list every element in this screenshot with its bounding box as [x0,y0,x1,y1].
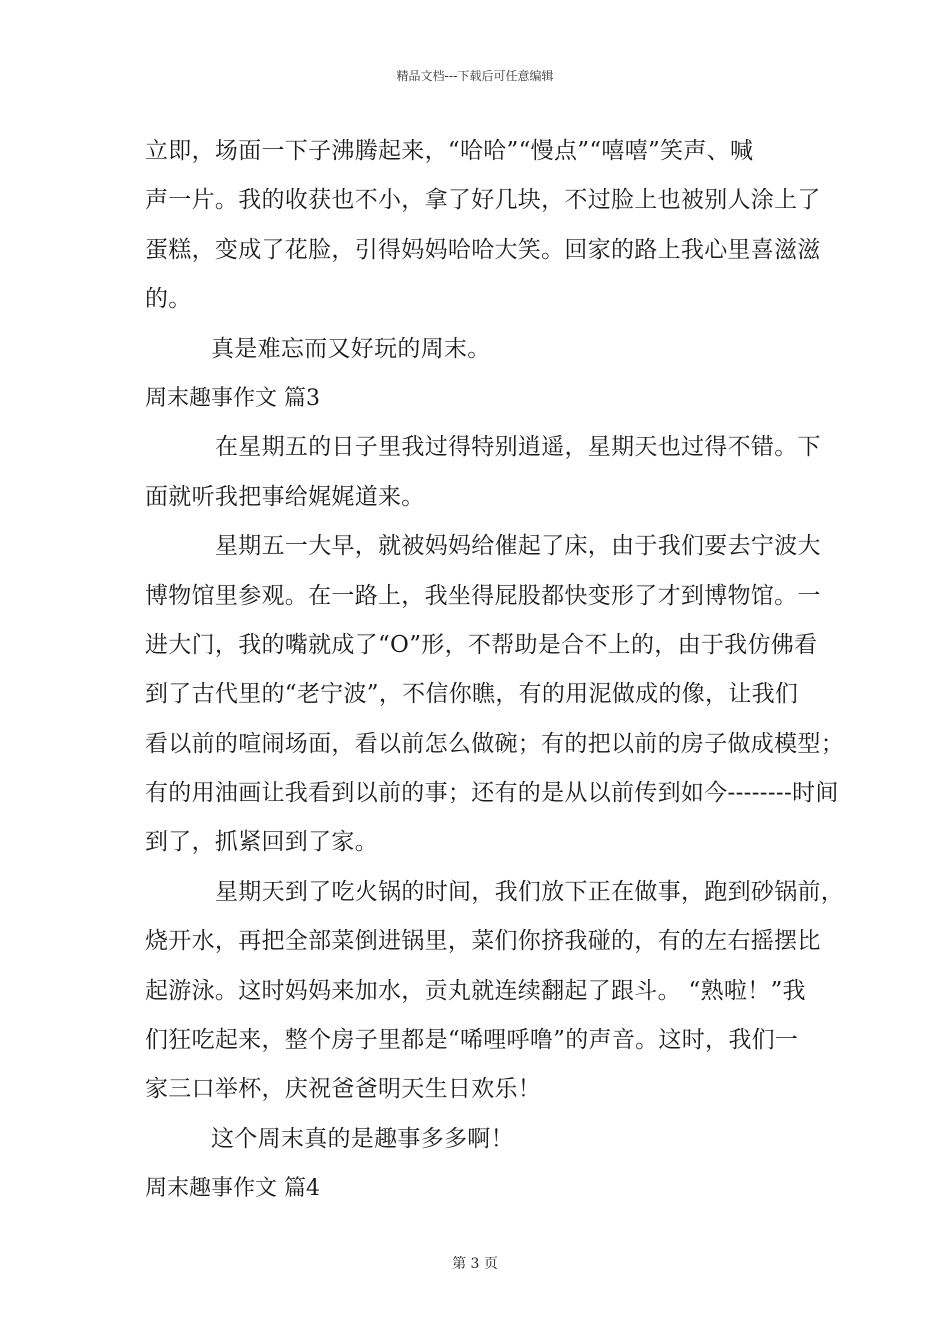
paragraph-line: 起游泳。这时妈妈来加水，贡丸就连续翻起了跟斗。 “熟啦！”我 [145,977,806,1004]
section-heading: 周末趣事作文 篇4 [145,1176,320,1202]
document-body [145,127,845,1214]
paragraph-line: 到了古代里的“老宁波”，不信你瞧，有的用泥做成的像，让我们 [145,681,799,708]
paragraph-line: 烧开水，再把全部菜倒进锅里，菜们你挤我碰的，有的左右摇摆比 [145,928,821,955]
page-header: 精品文档---下载后可任意编辑 [396,69,554,83]
paragraph-line: 声一片。我的收获也不小，拿了好几块，不过脸上也被别人涂上了 [145,187,821,214]
paragraph-line: 看以前的喧闹场面，看以前怎么做碗；有的把以前的房子做成模型； [145,730,844,757]
paragraph-line: 有的用油画让我看到以前的事；还有的是从以前传到如今--------时间 [145,780,839,807]
paragraph-line: 立即，场面一下子沸腾起来，“哈哈”“慢点”“嘻嘻”笑声、喊 [145,138,754,164]
paragraph-line: 家三口举杯，庆祝爸爸明天生日欢乐！ [145,1076,542,1103]
page-number: 第 3 页 [452,1256,498,1272]
paragraph-line: 博物馆里参观。在一路上，我坐得屁股都快变形了才到博物馆。一 [145,582,821,609]
paragraph-line: 们狂吃起来，整个房子里都是“唏哩呼噜”的声音。这时，我们一 [145,1027,799,1054]
paragraph-line: 这个周末真的是趣事多多啊！ [211,1125,514,1152]
paragraph-line: 在星期五的日子里我过得特别逍遥，星期天也过得不错。下 [215,434,821,461]
paragraph-line: 蛋糕，变成了花脸，引得妈妈哈哈大笑。回家的路上我心里喜滋滋 [145,236,821,263]
paragraph-line: 到了，抓紧回到了家。 [145,829,378,856]
paragraph-line: 真是难忘而又好玩的周末。 [211,335,491,362]
paragraph-line: 进大门，我的嘴就成了“O”形，不帮助是合不上的，由于我仿佛看 [145,631,818,658]
paragraph-line: 星期天到了吃火锅的时间，我们放下正在做事，跑到砂锅前， [215,878,845,905]
paragraph-line: 星期五一大早，就被妈妈给催起了床，由于我们要去宁波大 [215,533,821,560]
section-heading: 周末趣事作文 篇3 [145,385,320,411]
paragraph-line: 面就听我把事给娓娓道来。 [145,483,425,510]
paragraph-line: 的。 [145,286,192,313]
